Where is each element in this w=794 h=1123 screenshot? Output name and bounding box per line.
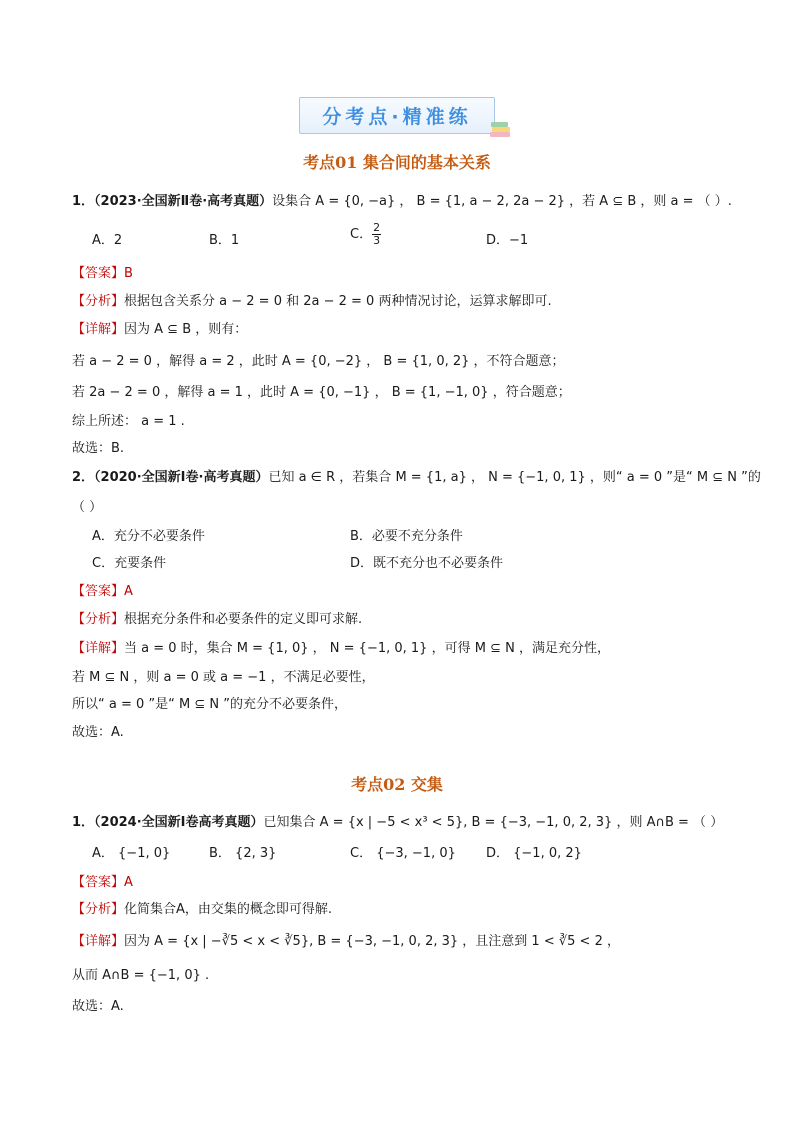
detail-line: 综上所述： a = 1 . (72, 414, 185, 429)
analysis-label: 【分析】 (72, 294, 125, 309)
detail-line: 从而 A∩B = {−1, 0} . (72, 968, 210, 983)
conclusion-line: 故选：A. (72, 999, 124, 1014)
option-c: C． {−3, −1, 0} (350, 846, 456, 861)
answer-label: 【答案】 (72, 584, 125, 599)
analysis-label: 【分析】 (72, 902, 125, 917)
option-c (350, 222, 381, 247)
analysis-row (72, 608, 362, 627)
option-a: A． {−1, 0} (92, 846, 171, 861)
question-number: 2． (72, 470, 95, 485)
detail-row (72, 318, 247, 337)
answer-row (72, 262, 133, 281)
question-stem: 设集合 A = {0, −a} ， B = {1, a − 2, 2a − 2} ，若 A ⊆ B ，则 a = （ ）. (272, 194, 732, 209)
detail-line: 因为 A = {x | −∛5 < x < ∛5}, B = {−3, −1, 0, 2, 3} ，且注意到 1 < ∛5 < 2 ， (124, 934, 620, 949)
answer-value: B (124, 266, 133, 281)
option-b: B． {2, 3} (209, 846, 277, 861)
detail-row (72, 930, 620, 949)
question-stem-cont: （ ） (72, 500, 103, 515)
conclusion-line: 故选：B. (72, 441, 125, 456)
section-title-2: 考点02 交集 (351, 775, 443, 794)
option-d: D． {−1, 0, 2} (486, 846, 582, 861)
banner-box (299, 97, 494, 134)
question-stem: 已知集合 A = {x | −5 < x³ < 5}, B = {−3, −1, 0, 2, 3} ，则 A∩B = （ ） (263, 815, 724, 830)
answer-row (72, 580, 133, 599)
conclusion-line: 故选：A. (72, 725, 124, 740)
fraction-numerator: 2 (373, 221, 381, 234)
fraction (372, 222, 381, 247)
detail-line: 若 2a − 2 = 0 ，解得 a = 1 ，此时 A = {0, −1} ， B = {1, −1, 0} ，符合题意； (72, 385, 571, 400)
question-source: （2023·全国新Ⅱ卷·高考真题） (94, 194, 273, 209)
detail-label: 【详解】 (72, 641, 125, 656)
answer-value: A (124, 875, 133, 890)
option-d: D．既不充分也不必要条件 (350, 556, 504, 571)
analysis-row (72, 898, 332, 917)
question-source: （2024·全国新Ⅰ卷高考真题） (94, 815, 264, 830)
question-number: 1． (72, 194, 95, 209)
analysis-text: 化简集合A，由交集的概念即可得解. (124, 902, 333, 917)
banner-title: 分考点·精准练 (322, 106, 472, 128)
option-d: D．−1 (486, 233, 529, 248)
detail-label: 【详解】 (72, 322, 125, 337)
option-a: A．2 (92, 233, 123, 248)
books-icon (488, 121, 512, 139)
option-c-label: C． (350, 227, 373, 242)
analysis-row (72, 290, 552, 309)
option-a: A．充分不必要条件 (92, 529, 205, 544)
option-c: C．充要条件 (92, 556, 167, 571)
detail-line: 所以“ a = 0 ”是“ M ⊆ N ”的充分不必要条件， (72, 697, 347, 712)
option-b: B．1 (209, 233, 240, 248)
banner (0, 97, 794, 134)
option-b: B．必要不充分条件 (350, 529, 463, 544)
question-number: 1． (72, 815, 95, 830)
analysis-text: 根据充分条件和必要条件的定义即可求解. (124, 612, 363, 627)
detail-line: 当 a = 0 时，集合 M = {1, 0} ， N = {−1, 0, 1} ，可得 M ⊆ N ，满足充分性， (124, 641, 610, 656)
fraction-denominator: 3 (373, 234, 381, 247)
question-3 (72, 811, 723, 830)
answer-label: 【答案】 (72, 266, 125, 281)
question-2 (72, 466, 761, 485)
question-1 (72, 190, 732, 209)
answer-label: 【答案】 (72, 875, 125, 890)
section-title-1: 考点01 集合间的基本关系 (303, 153, 491, 172)
detail-line: 因为 A ⊆ B ，则有： (124, 322, 248, 337)
answer-row (72, 871, 133, 890)
question-source: （2020·全国新Ⅰ卷·高考真题） (94, 470, 269, 485)
detail-line: 若 M ⊆ N ，则 a = 0 或 a = −1 ，不满足必要性， (72, 670, 375, 685)
analysis-label: 【分析】 (72, 612, 125, 627)
analysis-text: 根据包含关系分 a − 2 = 0 和 2a − 2 = 0 两种情况讨论，运算求解即可. (124, 294, 552, 309)
detail-label: 【详解】 (72, 934, 125, 949)
answer-value: A (124, 584, 133, 599)
detail-line: 若 a − 2 = 0 ，解得 a = 2 ，此时 A = {0, −2} ， B = {1, 0, 2} ，不符合题意； (72, 354, 565, 369)
question-stem: 已知 a ∈ R ，若集合 M = {1, a} ， N = {−1, 0, 1} ，则“ a = 0 ”是“ M ⊆ N ”的 (268, 470, 761, 485)
detail-row (72, 637, 610, 656)
